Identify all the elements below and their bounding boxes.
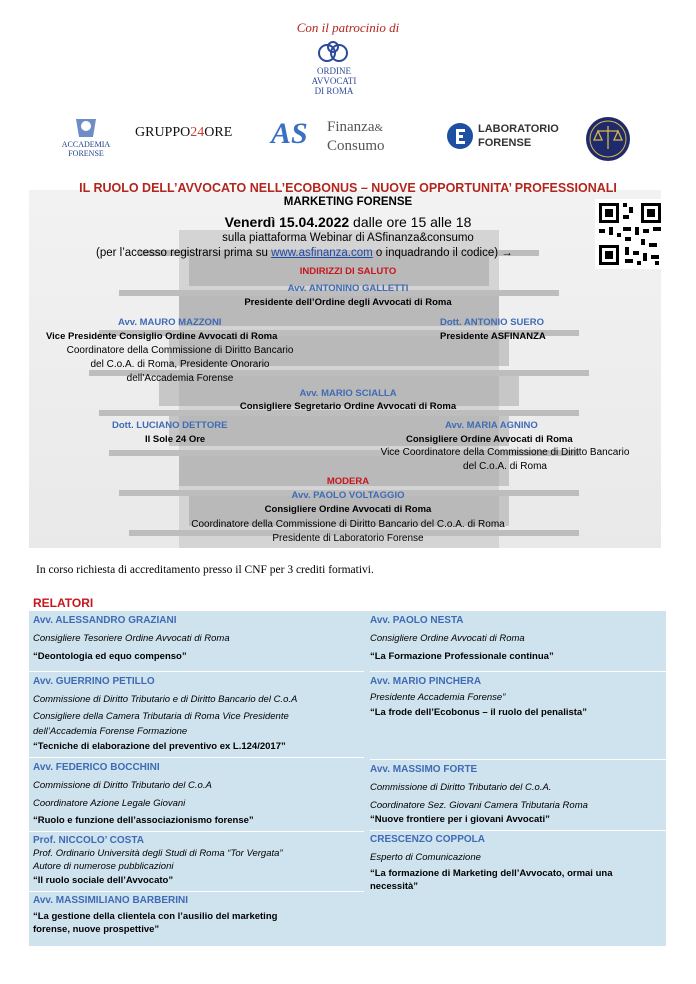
relatori-panel xyxy=(29,611,666,946)
accreditamento-note: In corso richiesta di accreditamento presso il CNF per 3 crediti formativi. xyxy=(36,564,374,576)
relatore-forte: Avv. MASSIMO FORTE Commissione di Diritto Tributario del C.o.A. Coordinatore Sez. Giovani Camera Tributaria Roma “Nuove frontiere per i giovani Avvocati” xyxy=(370,764,588,825)
relatore-barberini: Avv. MASSIMILIANO BARBERINI “La gestione della clientela con l’ausilio del marketing forense, nuove prospettive” xyxy=(33,895,278,935)
qr-code[interactable] xyxy=(595,199,665,269)
voltaggio-desc: Coordinatore della Commissione di Diritto Bancario del C.o.A. di Roma Presidente di Laboratorio Forense xyxy=(191,519,505,544)
suero-role: Presidente ASFINANZA xyxy=(440,331,546,342)
modera-heading: MODERA xyxy=(326,476,370,487)
agnino-desc: Vice Coordinatore della Commissione di Diritto Bancario del C.o.A. di Roma xyxy=(380,447,630,472)
relatore-graziani: Avv. ALESSANDRO GRAZIANI Consigliere Tesoriere Ordine Avvocati di Roma “Deontologia ed equo compenso” xyxy=(33,615,230,662)
dettore-role: Il Sole 24 Ore xyxy=(145,434,206,445)
patrocinio-label: Con il patrocinio di xyxy=(296,20,400,35)
laboratorio-forense-logo: LABORATORIO FORENSE xyxy=(446,119,566,155)
mazzoni-desc: Coordinatore della Commissione di Diritto Bancario del C.o.A. di Roma, Presidente Onorario dell’Accademia Forense xyxy=(66,345,294,384)
dettore-name: Dott. LUCIANO DETTORE xyxy=(112,420,228,431)
svg-text:ACCADEMIA: ACCADEMIA xyxy=(61,140,111,149)
galletti-name: Avv. ANTONINO GALLETTI xyxy=(287,283,409,294)
event-date: Venerdì 15.04.2022 dalle ore 15 alle 18 xyxy=(224,214,472,230)
agnino-role: Consigliere Ordine Avvocati di Roma xyxy=(406,434,573,445)
relatori-right-column xyxy=(370,611,666,893)
gruppo-24-ore-logo: GRUPPO24ORE xyxy=(135,125,233,140)
scialla-name: Avv. MARIO SCIALLA xyxy=(299,388,397,399)
relatore-bocchini: Avv. FEDERICO BOCCHINI Commissione di Diritto Tributario del C.o.A Coordinatore Azione Legale Giovani “Ruolo e funzione dell’associazionismo forense” xyxy=(33,762,254,826)
scales-seal-logo xyxy=(583,115,633,163)
relatore-pinchera: Avv. MARIO PINCHERA Presidente Accademia Forense” “La frode dell’Ecobonus – il ruolo del penalista” xyxy=(370,676,587,718)
relatore-petillo: Avv. GUERRINO PETILLO Commissione di Diritto Tributario e di Diritto Bancario del C.o.A Consigliere della Camera Tributaria di Roma Vice Presidente dell’Accademia Forense Formazione “Tecniche di elaborazione del preventivo ex L.124/2017” xyxy=(33,676,298,752)
mazzoni-name: Avv. MAURO MAZZONI xyxy=(118,317,222,328)
scialla-role: Consigliere Segretario Ordine Avvocati di Roma xyxy=(239,401,457,412)
relatori-heading: RELATORI xyxy=(33,596,94,610)
galletti-role: Presidente dell’Ordine degli Avvocati di Roma xyxy=(244,297,452,308)
event-title: IL RUOLO DELL’AVVOCATO NELL’ECOBONUS – NUOVE OPPORTUNITA’ PROFESSIONALI xyxy=(79,181,617,195)
svg-text:FORENSE: FORENSE xyxy=(68,149,104,158)
relatore-coppola: CRESCENZO COPPOLA Esperto di Comunicazione “La formazione di Marketing dell’Avvocato, ormai una necessità” xyxy=(370,834,613,892)
ordine-avvocati-roma-logo xyxy=(303,41,365,99)
suero-name: Dott. ANTONIO SUERO xyxy=(440,317,544,328)
relatori-left-column xyxy=(29,611,364,936)
svg-text:DI ROMA: DI ROMA xyxy=(314,86,354,96)
asfinanza-consumo-logo: AS Finanza& Consumo xyxy=(271,117,385,154)
svg-text:ORDINE: ORDINE xyxy=(317,66,351,76)
mazzoni-role: Vice Presidente Consiglio Ordine Avvocati di Roma xyxy=(46,331,278,342)
asfinanza-link[interactable]: www.asfinanza.com xyxy=(271,247,373,259)
relatore-nesta: Avv. PAOLO NESTA Consigliere Ordine Avvocati di Roma “La Formazione Professionale continua” xyxy=(370,615,554,662)
event-subtitle: MARKETING FORENSE xyxy=(283,196,413,208)
relatore-costa: Prof. NICCOLO’ COSTA Prof. Ordinario Università degli Studi di Roma “Tor Vergata” Autore di numerose pubblicazioni “Il ruolo sociale dell’Avvocato” xyxy=(33,835,283,886)
saluti-heading: INDIRIZZI DI SALUTO xyxy=(299,266,397,277)
event-platform: sulla piattaforma Webinar di ASfinanza&consumo xyxy=(222,232,474,244)
voltaggio-role: Consigliere Ordine Avvocati di Roma xyxy=(264,504,432,515)
accademia-forense-logo xyxy=(60,113,112,159)
access-instructions: (per l’accesso registrarsi prima su www.asfinanza.com o inquadrando il codice) → xyxy=(96,247,513,259)
voltaggio-name: Avv. PAOLO VOLTAGGIO xyxy=(291,490,405,501)
sponsor-logos xyxy=(0,113,696,163)
svg-text:AVVOCATI: AVVOCATI xyxy=(311,76,357,86)
agnino-name: Avv. MARIA AGNINO xyxy=(445,420,538,431)
